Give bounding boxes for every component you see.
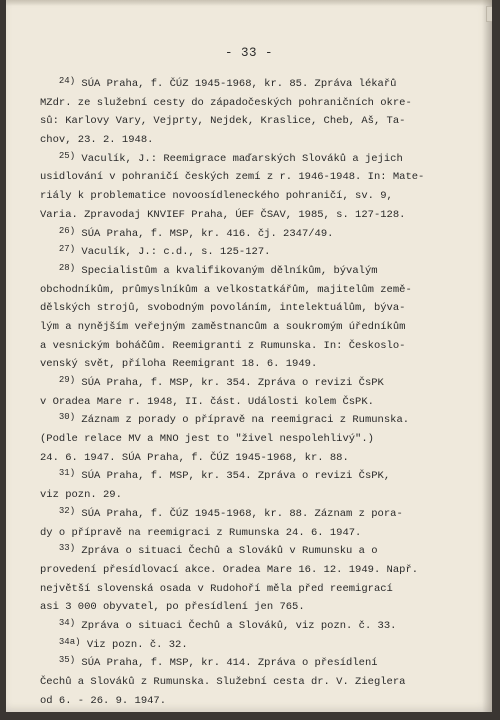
footnote-number: 32) xyxy=(58,505,76,516)
footnote-line-numbered xyxy=(40,243,480,262)
footnote-line xyxy=(40,598,480,617)
footnote-line-numbered xyxy=(40,505,480,524)
footnote-line-numbered xyxy=(40,542,480,561)
footnote-number: 34) xyxy=(58,617,76,628)
footnote-line xyxy=(40,393,480,412)
footnote-text: SÚA Praha, f. MSP, kr. 414. Zpráva o přesídlení xyxy=(75,657,378,670)
footnote-number: 35) xyxy=(58,655,76,666)
footnote-text: Vaculík, J.: Reemigrace maďarských Slováků a jejich xyxy=(75,152,403,165)
page-number: - 33 - xyxy=(224,46,273,60)
footnote-text: usidlování v pohraničí českých zemí z r. 1946-1948. In: Mate- xyxy=(40,171,425,184)
footnote-number: 30) xyxy=(58,412,76,423)
footnote-line-numbered xyxy=(40,225,480,244)
footnote-number: 34a) xyxy=(58,636,81,647)
footnote-number: 29) xyxy=(58,375,76,385)
footnote-text: Varia. Zpravodaj KNVIEF Praha, ÚEF ČSAV, 1985, s. 127-128. xyxy=(40,208,406,221)
footnote-text: Zpráva o situaci Čechů a Slováků v Rumunsku a o xyxy=(75,545,378,558)
footnotes-block xyxy=(40,75,480,710)
footnote-text: Čechů a Slováků z Rumunska. Služební cesta dr. V. Zieglera xyxy=(40,676,406,688)
footnote-text: obchodníkům, průmyslníkům a velkostatkářům, majitelům země- xyxy=(40,283,412,296)
footnote-line-numbered xyxy=(40,467,480,486)
footnote-text: venský svět, příloha Reemigrant 18. 6. 1949. xyxy=(40,358,318,371)
indent xyxy=(40,228,59,240)
footnote-number: 25) xyxy=(58,150,76,161)
document-page xyxy=(6,0,492,712)
indent xyxy=(40,657,59,669)
footnote-line xyxy=(40,486,480,505)
footnote-line xyxy=(40,112,480,131)
footnote-text: dy o přípravě na reemigraci z Rumunska 24. 6. 1947. xyxy=(40,526,362,539)
footnote-line xyxy=(40,168,480,187)
footnote-text: SÚA Praha, f. ČÚZ 1945-1968, kr. 88. Záznam z pora- xyxy=(75,507,403,520)
footnote-line xyxy=(40,673,480,692)
indent xyxy=(40,153,59,165)
indent xyxy=(40,414,59,426)
footnote-text: MZdr. ze služební cesty do západočeských pohraničních okre- xyxy=(40,96,412,109)
footnote-line xyxy=(40,337,480,356)
footnote-line xyxy=(40,430,480,449)
footnote-line xyxy=(40,692,480,711)
footnote-text: od 6. - 26. 9. 1947. xyxy=(40,694,167,707)
footnote-line xyxy=(40,187,480,206)
footnote-number: 26) xyxy=(58,225,76,236)
indent xyxy=(40,639,59,651)
footnote-text: dělských strojů, svobodným povoláním, intelektuálům, býva- xyxy=(40,302,406,315)
footnote-number: 31) xyxy=(58,468,76,479)
footnote-line-numbered xyxy=(40,262,480,281)
indent xyxy=(40,265,59,277)
footnote-number: 24) xyxy=(58,76,76,86)
footnote-line xyxy=(40,131,480,150)
footnote-line xyxy=(40,580,480,599)
footnote-number: 33) xyxy=(58,543,76,554)
footnote-text: 24. 6. 1947. SÚA Praha, f. ČÚZ 1945-1968, kr. 88. xyxy=(40,451,349,464)
indent xyxy=(40,470,59,482)
indent xyxy=(40,78,59,90)
footnote-text: Specialistům a kvalifikovaným dělníkům, bývalým xyxy=(75,264,378,277)
footnote-text: provedení přesídlovací akce. Oradea Mare 16. 12. 1949. Např. xyxy=(40,563,419,576)
footnote-line xyxy=(40,524,480,543)
footnote-line-numbered xyxy=(40,617,480,636)
footnote-line-numbered xyxy=(40,636,480,655)
footnote-line-numbered xyxy=(40,374,480,393)
footnote-text: asi 3 000 obyvatel, po přesídlení jen 765. xyxy=(40,601,305,614)
page-top-shadow xyxy=(6,0,492,6)
footnote-text: viz pozn. 29. xyxy=(40,489,122,502)
footnote-text: SÚA Praha, f. MSP, kr. 354. Zpráva o revizi ČsPK, xyxy=(75,470,391,483)
footnote-text: Záznam z porady o přípravě na reemigraci z Rumunska. xyxy=(75,414,410,427)
footnote-line xyxy=(40,318,480,337)
footnote-line xyxy=(40,206,480,225)
footnote-number: 27) xyxy=(58,244,76,255)
footnote-text: a vesnickým boháčům. Reemigranti z Rumunska. In: Českoslo- xyxy=(40,339,406,352)
paper-tab xyxy=(486,6,492,22)
footnote-line xyxy=(40,355,480,374)
footnote-text: SÚA Praha, f. MSP, kr. 416. čj. 2347/49. xyxy=(75,227,334,240)
footnote-line-numbered xyxy=(40,654,480,673)
footnote-text: Vaculík, J.: c.d., s. 125-127. xyxy=(75,246,271,259)
footnote-text: SÚA Praha, f. MSP, kr. 354. Zpráva o revizi ČsPK xyxy=(75,377,384,389)
indent xyxy=(40,545,59,557)
footnote-line xyxy=(40,94,480,113)
footnote-text: chov, 23. 2. 1948. xyxy=(40,134,154,147)
footnote-text: největší slovenská osada v Rudohoří měla před reemigrací xyxy=(40,582,393,595)
footnote-text: sů: Karlovy Vary, Vejprty, Nejdek, Kraslice, Cheb, Aš, Ta- xyxy=(40,115,406,128)
footnote-number: 28) xyxy=(58,262,76,273)
footnote-line xyxy=(40,561,480,580)
footnote-text: (Podle relace MV a MNO jest to "živel nespolehlivý".) xyxy=(40,433,374,446)
footnote-text: Zpráva o situaci Čechů a Slováků, viz pozn. č. 33. xyxy=(75,619,397,632)
indent xyxy=(40,377,59,389)
footnote-text: lým a nynějším veřejným zaměstnancům a soukromým úředníkům xyxy=(40,320,406,333)
footnote-line-numbered xyxy=(40,411,480,430)
footnote-text: riály k problematice novoosídleneckého pohraničí, sv. 9, xyxy=(40,190,393,203)
footnote-line xyxy=(40,449,480,468)
page-right-edge xyxy=(482,0,492,712)
footnote-line-numbered xyxy=(40,150,480,169)
footnote-line-numbered xyxy=(40,75,480,94)
footnote-text: SÚA Praha, f. ČÚZ 1945-1968, kr. 85. Zpráva lékařů xyxy=(75,78,397,90)
indent xyxy=(40,508,59,520)
indent xyxy=(40,246,59,258)
footnote-line xyxy=(40,299,480,318)
footnote-text: v Oradea Mare r. 1948, II. část. Události kolem ČsPK. xyxy=(40,395,374,408)
indent xyxy=(40,620,59,632)
footnote-line xyxy=(40,281,480,300)
footnote-text: Viz pozn. č. 32. xyxy=(80,638,188,651)
